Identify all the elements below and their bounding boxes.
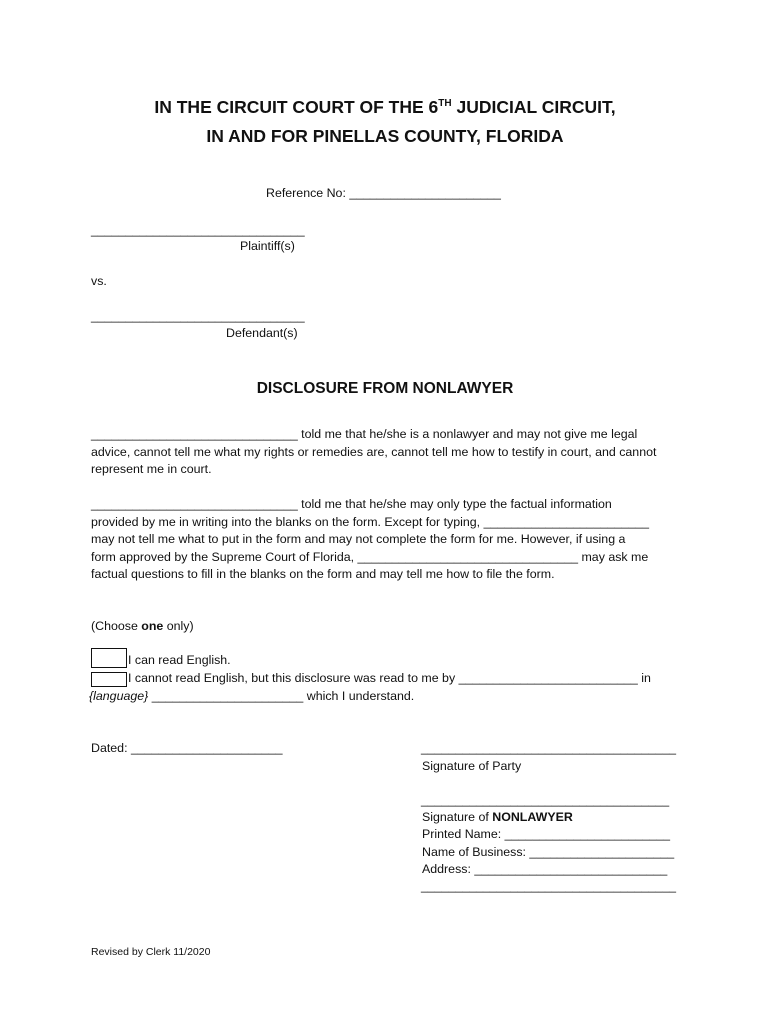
read-english-label: I can read English. xyxy=(128,653,231,667)
defendant-name-field[interactable]: _______________________________ xyxy=(91,309,305,323)
court-heading-line1: IN THE CIRCUIT COURT OF THE 6TH JUDICIAL CIRCUIT, xyxy=(154,97,616,117)
address-line2-field[interactable]: _____________________________________ xyxy=(421,879,676,893)
nonlawyer-signature-line[interactable]: ____________________________________ xyxy=(421,793,670,807)
para2-line5: factual questions to fill in the blanks on the form and may tell me how to file the form. xyxy=(91,567,555,581)
party-signature-line[interactable]: _____________________________________ xyxy=(421,741,676,755)
language-line[interactable]: {language} ______________________ which I understand. xyxy=(89,689,415,703)
dated-field[interactable]: Dated: ______________________ xyxy=(91,741,283,755)
plaintiff-name-field[interactable]: _______________________________ xyxy=(91,223,305,237)
address-field[interactable]: Address: ____________________________ xyxy=(422,862,668,876)
para2-line2[interactable]: provided by me in writing into the blanks on the form. Except for typing, ________________________ xyxy=(91,514,649,529)
reference-number-field[interactable]: Reference No: ______________________ xyxy=(266,186,501,200)
versus-label: vs. xyxy=(91,274,107,288)
printed-name-field[interactable]: Printed Name: ________________________ xyxy=(422,827,671,841)
read-english-checkbox[interactable] xyxy=(91,648,127,668)
paragraph-typing-statement xyxy=(91,496,683,584)
choose-one-instruction: (Choose one only) xyxy=(91,619,194,633)
para2-line4[interactable]: form approved by the Supreme Court of Florida, ________________________________ may ask me xyxy=(91,549,649,564)
nonlawyer-signature-label: Signature of NONLAWYER xyxy=(422,810,573,824)
cannot-read-english-label[interactable]: I cannot read English, but this disclosure was read to me by __________________________ in xyxy=(128,671,651,685)
court-heading-line2: IN AND FOR PINELLAS COUNTY, FLORIDA xyxy=(206,126,564,146)
para2-line1[interactable]: ______________________________ told me that he/she may only type the factual information xyxy=(91,497,612,511)
para1-line1[interactable]: ______________________________ told me that he/she is a nonlawyer and may not give me legal xyxy=(91,427,638,441)
cannot-read-english-checkbox[interactable] xyxy=(91,672,127,687)
superscript-th: TH xyxy=(438,98,452,109)
document-title: DISCLOSURE FROM NONLAWYER xyxy=(256,380,514,397)
plaintiff-label: Plaintiff(s) xyxy=(240,239,295,253)
para1-line3: represent me in court. xyxy=(91,462,212,476)
para1-line2: advice, cannot tell me what my rights or remedies are, cannot tell me how to testify in court, and cannot xyxy=(91,444,657,459)
business-name-field[interactable]: Name of Business: _____________________ xyxy=(422,845,675,859)
defendant-label: Defendant(s) xyxy=(226,326,298,340)
party-signature-label: Signature of Party xyxy=(422,759,522,773)
language-placeholder: {language} xyxy=(89,689,149,703)
para2-line3: may not tell me what to put in the form and may not complete the form for me. However, if using a xyxy=(91,532,626,546)
paragraph-nonlawyer-statement xyxy=(91,426,683,479)
revision-footer: Revised by Clerk 11/2020 xyxy=(91,946,211,958)
